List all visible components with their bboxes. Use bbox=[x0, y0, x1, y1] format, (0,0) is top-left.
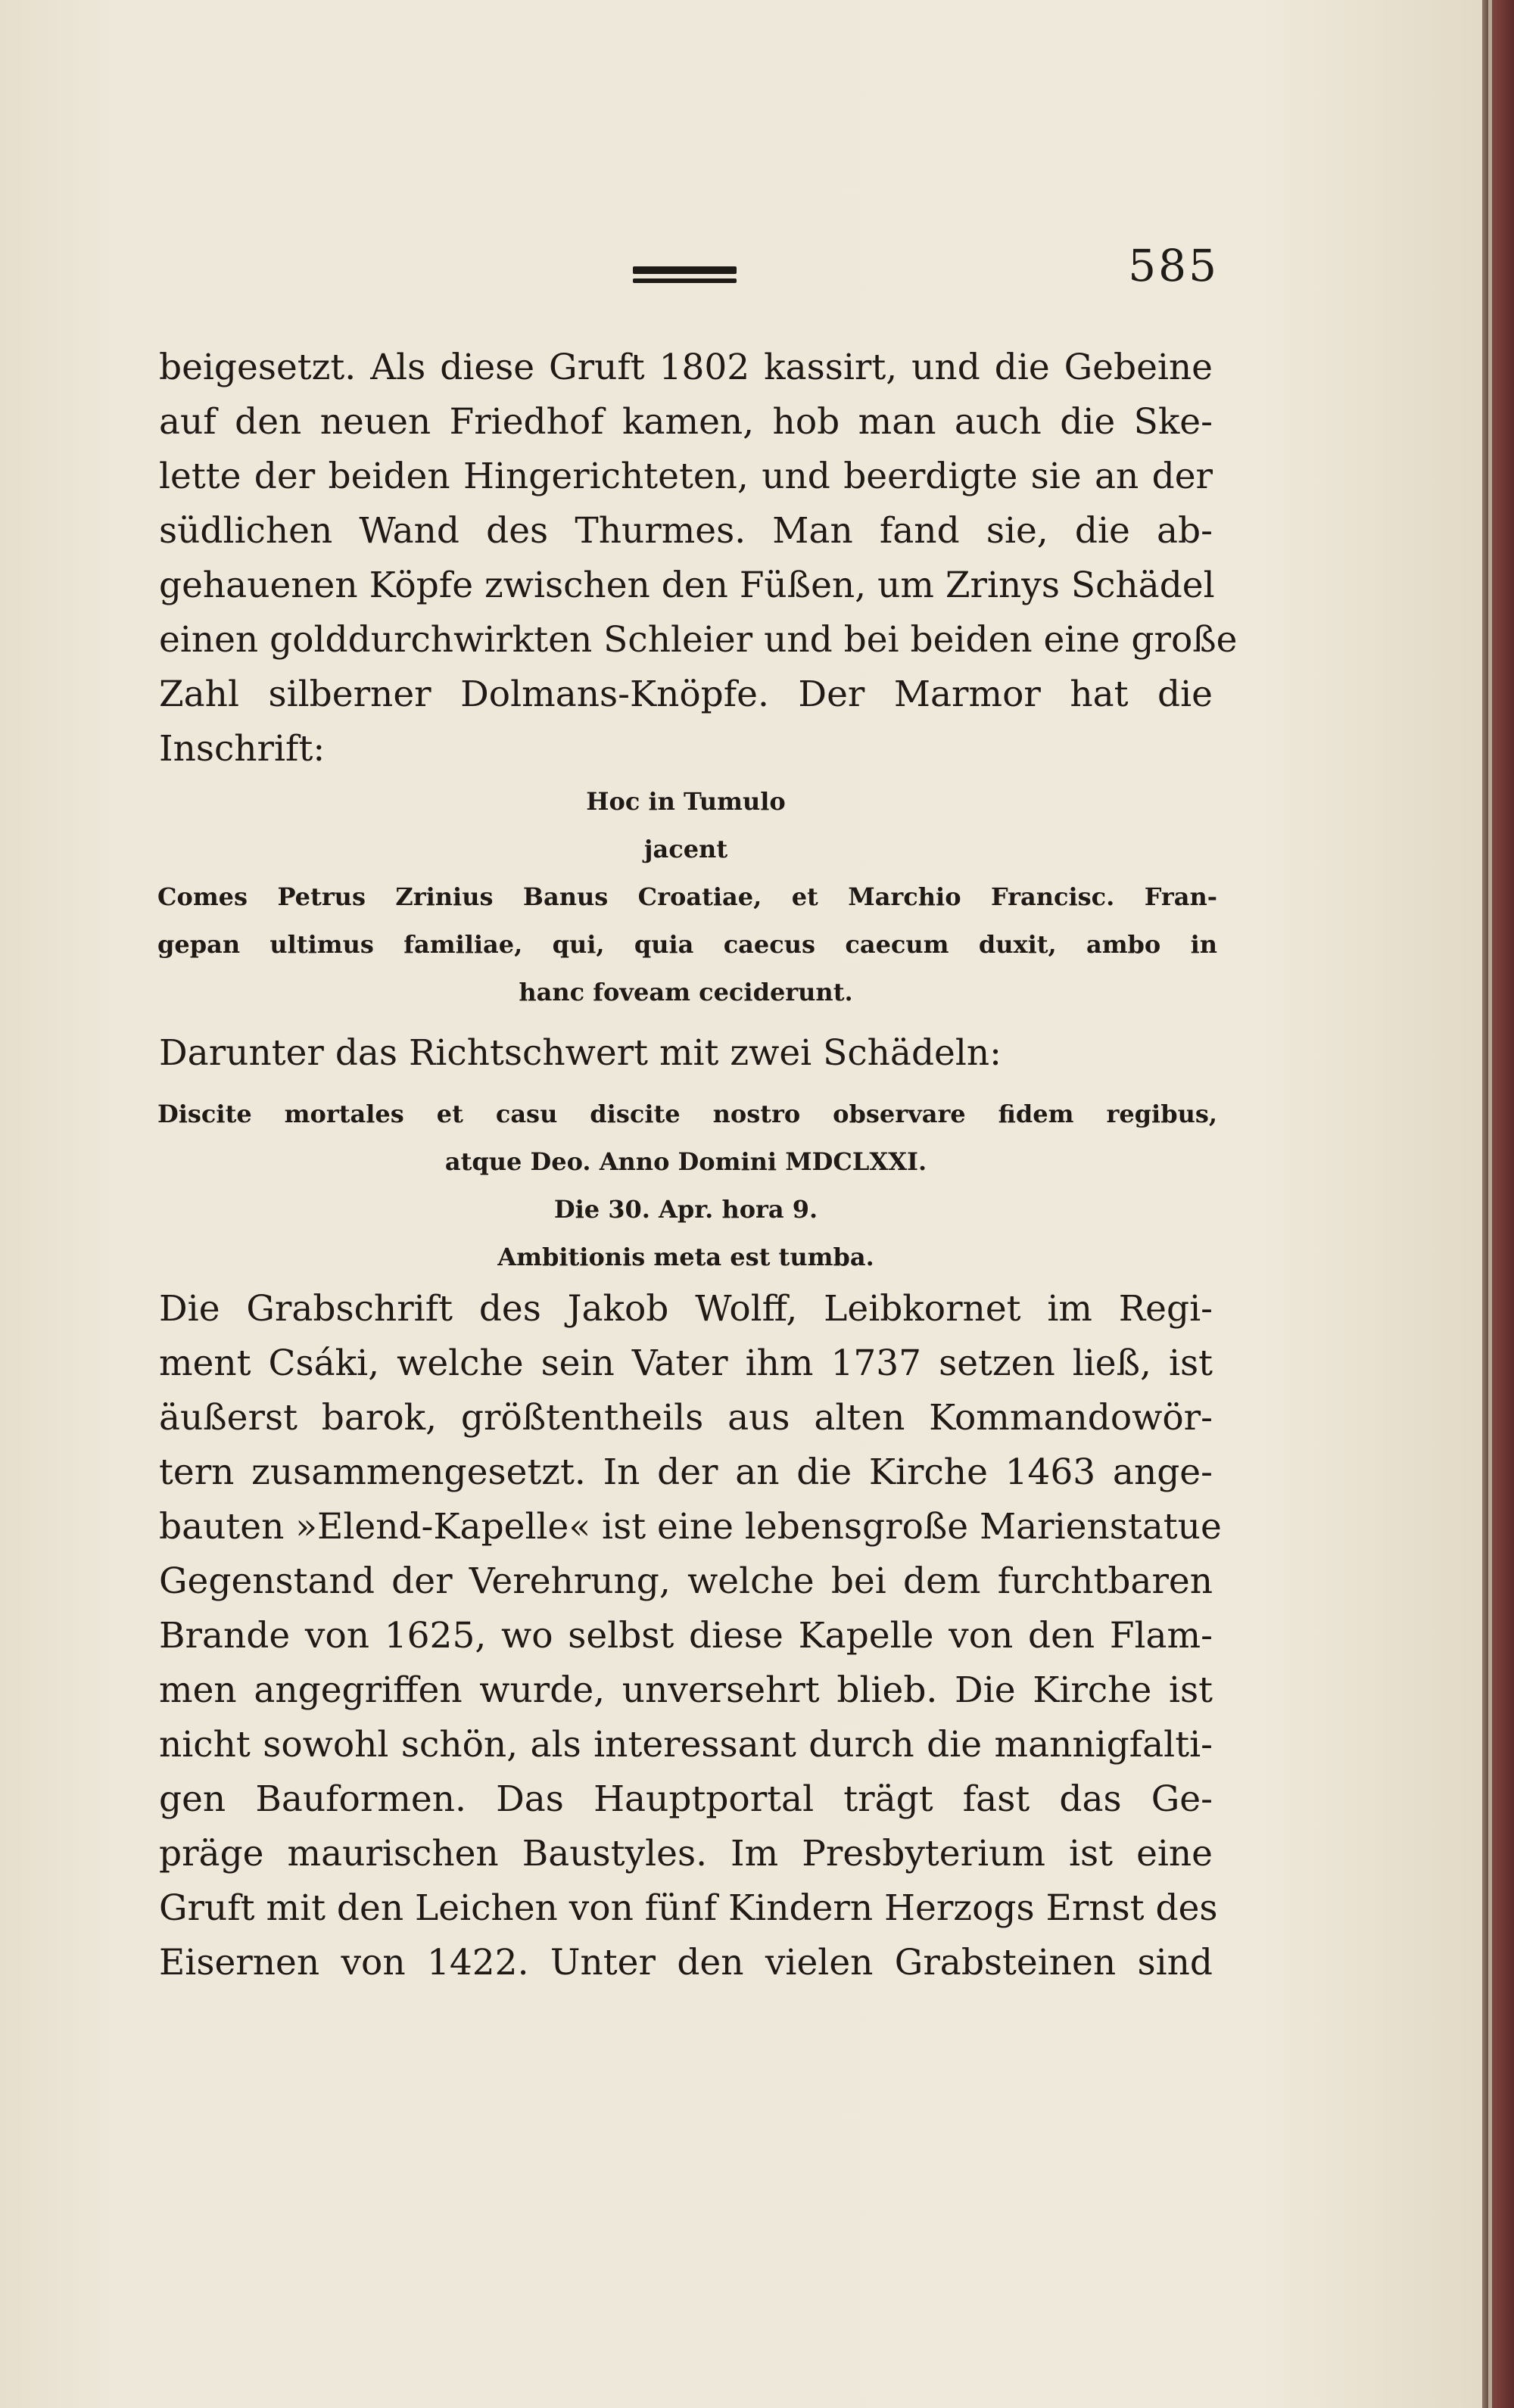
text-line: Inschrift: bbox=[159, 728, 326, 770]
header-rule-lower bbox=[633, 278, 737, 283]
text-line: Eisernen von 1422. Unter den vielen Grabsteinen sind bbox=[159, 1942, 1213, 1983]
text-line: gehauenen Köpfe zwischen den Füßen, um Zrinys Schädel bbox=[159, 565, 1215, 606]
text-line: Gruft mit den Leichen von fünf Kindern Herzogs Ernst des bbox=[159, 1887, 1218, 1929]
inscription-line: Hoc in Tumulo bbox=[586, 787, 786, 816]
inscription-line: Ambitionis meta est tumba. bbox=[497, 1243, 874, 1271]
text-line: ment Csáki, welche sein Vater ihm 1737 setzen ließ, ist bbox=[159, 1342, 1213, 1384]
page-edge-strip bbox=[1488, 0, 1492, 2408]
text-line: bauten »Elend-Kapelle« ist eine lebensgroße Marienstatue bbox=[159, 1506, 1222, 1548]
text-line: tern zusammengesetzt. In der an die Kirche 1463 ange- bbox=[159, 1451, 1213, 1493]
inscription-line: gepan ultimus familiae, qui, quia caecus caecum duxit, ambo in bbox=[157, 930, 1217, 959]
text-line: men angegriffen wurde, unversehrt blieb. Die Kirche ist bbox=[159, 1669, 1213, 1711]
text-line: äußerst barok, größtentheils aus alten Kommandowör- bbox=[159, 1397, 1213, 1439]
text-line: auf den neuen Friedhof kamen, hob man auch die Ske- bbox=[159, 401, 1213, 443]
text-line: beigesetzt. Als diese Gruft 1802 kassirt, und die Gebeine bbox=[159, 347, 1213, 388]
inscription-line: Die 30. Apr. hora 9. bbox=[553, 1195, 818, 1224]
inscription-line: hanc foveam ceciderunt. bbox=[519, 978, 853, 1006]
inscription-line: Comes Petrus Zrinius Banus Croatiae, et Marchio Francisc. Fran- bbox=[157, 882, 1217, 911]
text-line: südlichen Wand des Thurmes. Man fand sie, die ab- bbox=[159, 510, 1213, 552]
text-line: nicht sowohl schön, als interessant durch die mannigfalti- bbox=[159, 1724, 1213, 1766]
text-line: einen golddurchwirkten Schleier und bei beiden eine große bbox=[159, 619, 1238, 661]
text-line: Zahl silberner Dolmans-Knöpfe. Der Marmor hat die bbox=[159, 674, 1213, 715]
text-line: gen Bauformen. Das Hauptportal trägt fast das Ge- bbox=[159, 1778, 1213, 1820]
text-line: Die Grabschrift des Jakob Wolff, Leibkornet im Regi- bbox=[159, 1288, 1213, 1330]
section-heading: Darunter das Richtschwert mit zwei Schädeln: bbox=[159, 1032, 1002, 1074]
header-rule bbox=[633, 266, 737, 274]
text-line: Gegenstand der Verehrung, welche bei dem furchtbaren bbox=[159, 1560, 1213, 1602]
text-line: präge maurischen Baustyles. Im Presbyterium ist eine bbox=[159, 1833, 1213, 1874]
text-line: Brande von 1625, wo selbst diese Kapelle von den Flam- bbox=[159, 1615, 1213, 1657]
text-line: lette der beiden Hingerichteten, und beerdigte sie an der bbox=[159, 456, 1213, 497]
inscription-line: jacent bbox=[643, 835, 728, 863]
page-number: 585 bbox=[1128, 240, 1219, 291]
inscription-line: atque Deo. Anno Domini MDCLXXI. bbox=[444, 1147, 927, 1176]
book-cover-edge bbox=[1482, 0, 1514, 2408]
inscription-line: Discite mortales et casu discite nostro observare fidem regibus, bbox=[157, 1100, 1217, 1128]
